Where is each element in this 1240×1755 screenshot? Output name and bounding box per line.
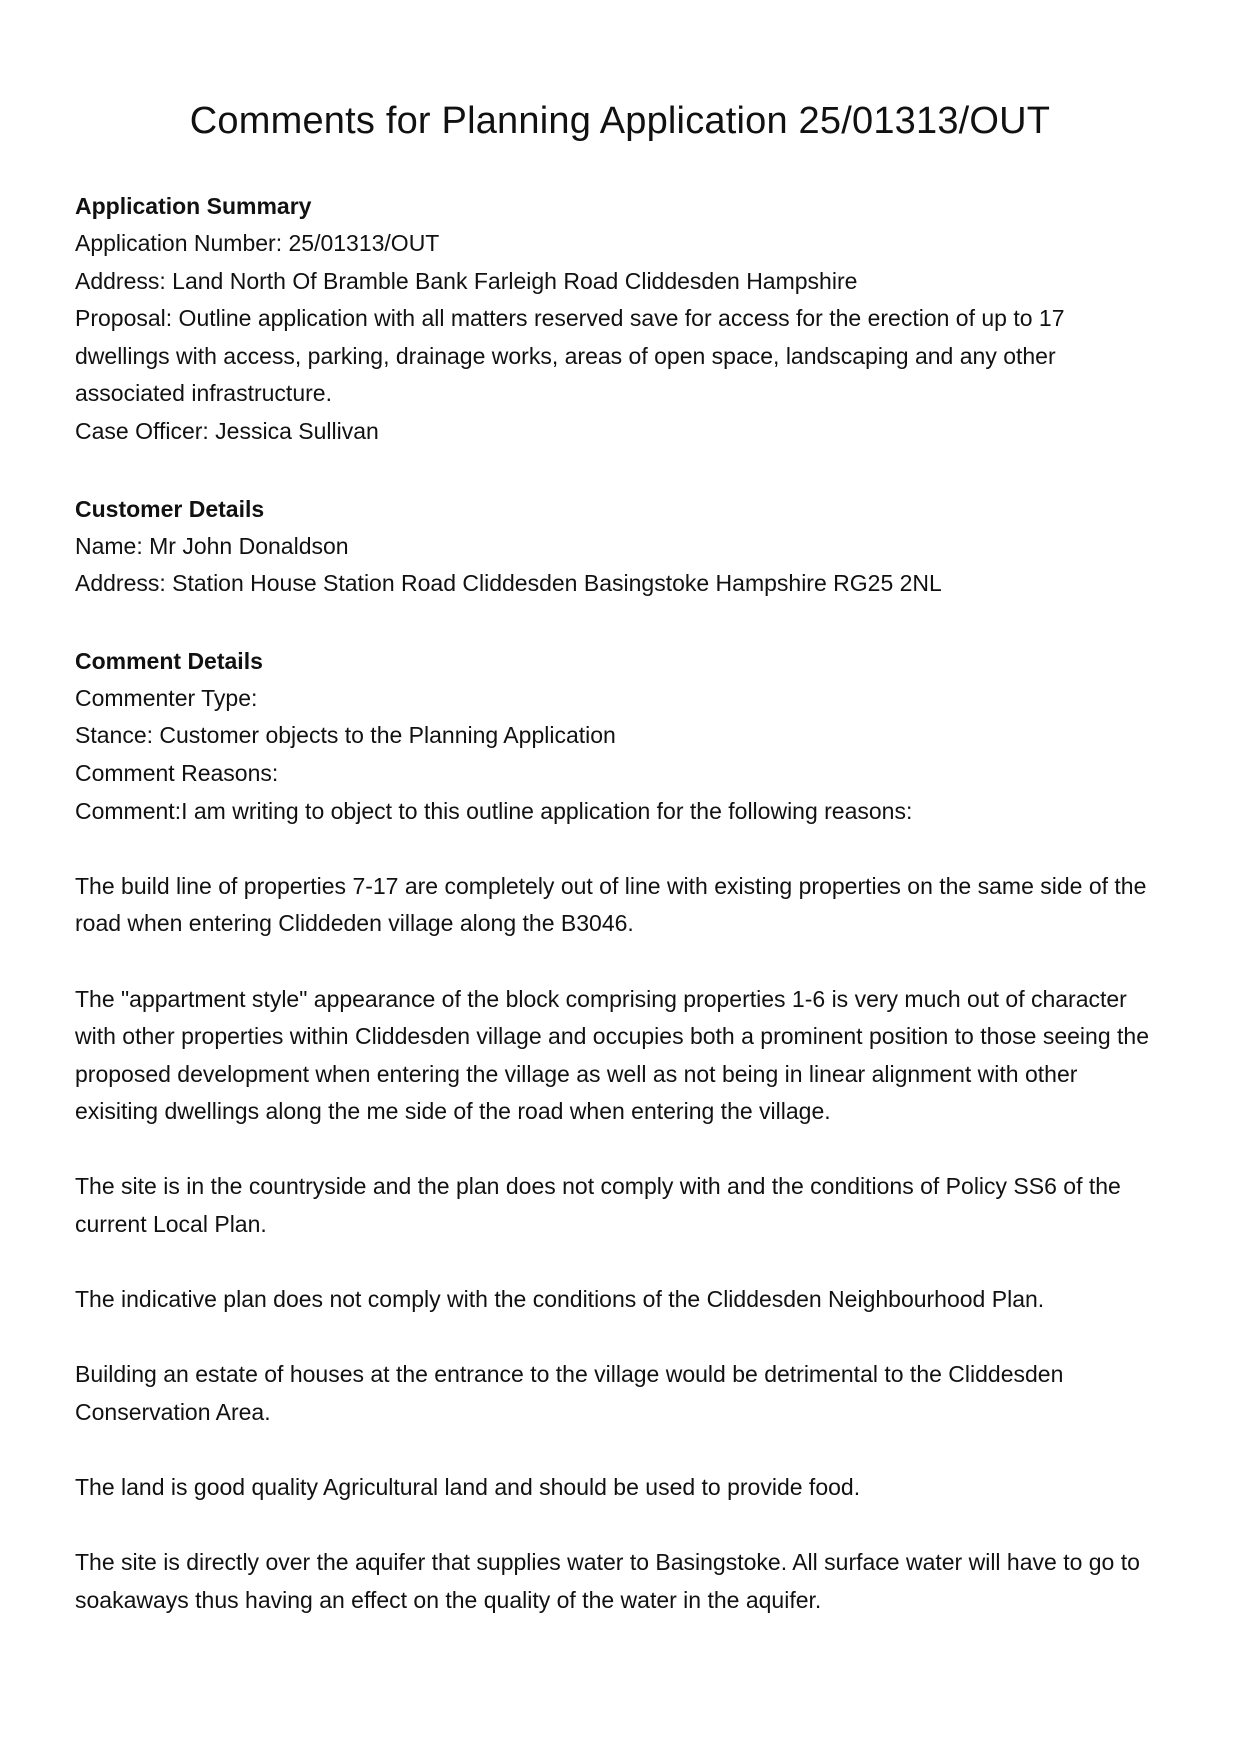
- application-summary-section: [75, 188, 1165, 451]
- customer-details-section: [75, 491, 1165, 603]
- comment-details-section: [75, 643, 1165, 1620]
- page-title: Comments for Planning Application 25/01313/OUT: [189, 100, 1051, 142]
- customer-name: Name: Mr John Donaldson: [75, 532, 349, 559]
- comment-paragraph: The site is in the countryside and the plan does not comply with and the conditions of Policy SS6 of the current Local Plan.: [75, 1173, 1121, 1238]
- comment-intro: Comment:I am writing to object to this outline application for the following reasons:: [75, 797, 913, 824]
- comment-paragraph: The land is good quality Agricultural land and should be used to provide food.: [75, 1474, 861, 1501]
- customer-details-heading: Customer Details: [75, 495, 265, 522]
- stance: Stance: Customer objects to the Planning Application: [75, 722, 616, 749]
- comment-paragraph: Building an estate of houses at the entrance to the village would be detrimental to the Cliddesden Conservation Area.: [75, 1361, 1064, 1426]
- comment-details-heading: Comment Details: [75, 647, 263, 674]
- application-number: Application Number: 25/01313/OUT: [75, 230, 440, 256]
- application-proposal: Proposal: Outline application with all matters reserved save for access for the erection of up to 17 dwellings with access, parking, drainage works, areas of open space, landscaping and any other associated infrastructure.: [75, 305, 1065, 407]
- case-officer: Case Officer: Jessica Sullivan: [75, 417, 379, 444]
- application-address: Address: Land North Of Bramble Bank Farleigh Road Cliddesden Hampshire: [75, 267, 858, 294]
- comment-paragraph: The "appartment style" appearance of the block comprising properties 1-6 is very much out of character with other properties within Cliddesden village and occupies both a prominent position to those seeing the proposed development when entering the village as well as not being in linear alignment with other exisiting dwellings along the me side of the road when entering the village.: [75, 985, 1149, 1125]
- comment-paragraph: The site is directly over the aquifer that supplies water to Basingstoke. All surface water will have to go to soakaways thus having an effect on the quality of the water in the aquifer.: [75, 1549, 1140, 1613]
- comment-reasons: Comment Reasons:: [75, 759, 279, 786]
- application-summary-heading: Application Summary: [75, 193, 312, 219]
- customer-address: Address: Station House Station Road Cliddesden Basingstoke Hampshire RG25 2NL: [75, 570, 942, 597]
- commenter-type: Commenter Type:: [75, 684, 258, 711]
- comment-paragraph: The indicative plan does not comply with the conditions of the Cliddesden Neighbourhood Plan.: [75, 1286, 1045, 1313]
- comment-paragraph: The build line of properties 7-17 are completely out of line with existing properties on the same side of the road when entering Cliddeden village along the B3046.: [75, 872, 1147, 937]
